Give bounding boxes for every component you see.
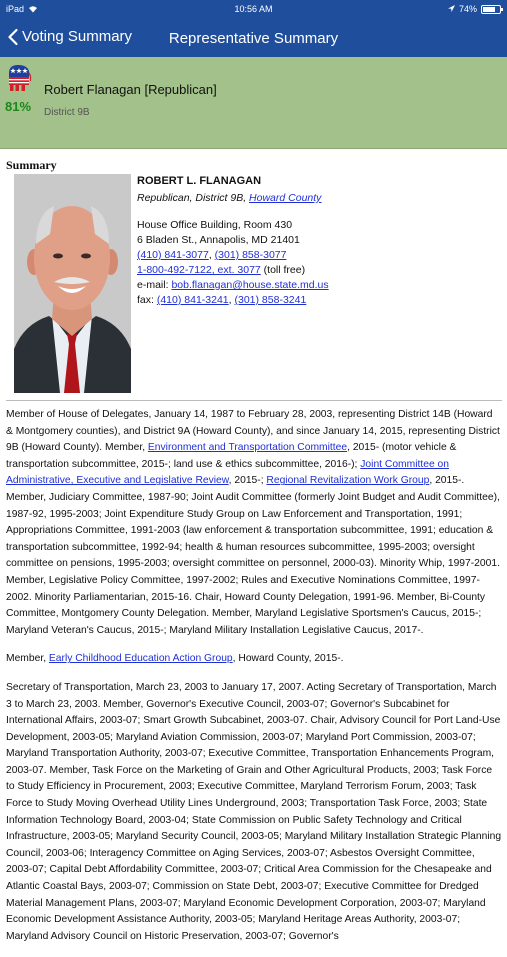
location-icon [448,5,455,13]
bio-paragraph-1 [6,407,502,639]
committee-link-joint-review[interactable]: Joint Committee on Administrative, Executive and Legislative Review [6,458,449,487]
representative-photo [14,174,131,393]
bio-text: Member of House of Delegates, January 14, 1987 to February 28, 2003, representing District 14B (Howard & Montgomery counties), and District 9A (Howard County), and since January 14, 2015, representing District 9B (Howard County). Member, [6,409,500,454]
divider [6,400,502,401]
bio-text: , 2015-. Member, Judiciary Committee, 1987-90; Joint Audit Committee (formerly Joint Budget and Audit Committee), 1987-92, 1995-2003; Joint Expenditure Study Group on Law Enforcement and Transportation, 1991; Appropriations Committee, 1991-2003 (law enforcement & transportation subcommittee, 1991; education & transportation subcommittee, 1992-94; health & human resources subcommittee, 1995-2003; oversight committee on pensions, 1995-2003; oversight committee on personnel, 2000-03). Minority Whip, 1997-2001. Member, Legislative Policy Committee, 1997-2002; Rules and Executive Nominations Committee, 1997-2002. Minority Parliamentarian, 2015-16. Chair, Howard County Delegation, 1991-96. Member, Bi-County Committee, Montgomery County Delegation. Member, Maryland Legislative Sportsmen's Caucus, 2015-; Maryland Veteran's Caucus, 2015-; Maryland Military Installation Legislative Caucus, 2017-. [6,475,500,636]
status-bar [0,0,507,20]
back-button-label: Voting Summary [22,28,133,45]
tollfree-line [137,263,497,278]
party-district-text: Republican, District 9B, [137,192,250,204]
committee-link-environment[interactable]: Environment and Transportation Committee [147,442,348,454]
device-label: iPad [6,4,25,14]
bio-text: , 2015- (motor vehicle & transportation subcommittee, 2015-; land use & ethics subcommittee, 2016-); [6,442,457,470]
republican-elephant-icon [6,63,32,93]
phone-line: (410) 841-3077, (301) 858-3077 [137,249,287,261]
back-button[interactable] [8,28,132,45]
portrait-image [14,174,131,393]
summary-content[interactable] [0,150,507,942]
full-name: ROBERT L. FLANAGAN [137,175,262,187]
summary-heading: Summary [6,158,57,172]
county-link[interactable]: Howard County [249,192,322,204]
chevron-left-icon [8,29,18,45]
representative-header[interactable] [0,57,507,149]
bio-text: , 2015-; [228,475,267,487]
tollfree-link[interactable]: 1-800-492-7122, ext. 3077 [137,264,261,276]
fax-link-1[interactable]: (410) 841-3241 [156,294,229,306]
page-title: Representative Summary [168,30,339,47]
navigation-bar [0,20,507,57]
status-time: 10:56 AM [234,4,273,14]
battery-icon [481,5,501,14]
biography [6,407,502,957]
email-line [137,278,497,293]
tollfree-suffix: (toll free) [260,264,306,276]
bio-text: , Howard County, 2015-. [232,653,344,665]
contact-info [137,174,497,308]
bio-text: Member, [6,653,49,665]
bio-paragraph-3: Secretary of Transportation, March 23, 2003 to January 17, 2007. Acting Secretary of Transportation, March 3 to March 23, 2003. Member, Governor's Executive Council, 2003-07; Governor's Subcabinet for International Affairs, 2003-07; Smart Growth Subcabinet, 2003-07. Chair, Advisory Council for Port Land-Use Development, 2003-05; Maryland Aviation Commission, 2003-07; Maryland Port Commission, 2003-07; Maryland Transportation Authority, 2003-07; Executive Committee, Transportation Enhancements Program, 2003-07. Member, Task Force on the Marketing of Grain and Other Agricultural Products, 2003; Task Force to Study Efficiency in Procurement, 2003; Executive Committee, Maryland Terrorism Forum, 2003; Task Force to Study Moving Overhead Utility Lines Underground, 2003; Transportation Task Force, 2003; State Information Technology Board, 2003-04; State Commission on Public Safety Technology and Critical Infrastructure, 2003-05; Maryland Security Council, 2003-05; Maryland Military Installation Strategic Planning Council, 2003-06; Interagency Committee on Aging Services, 2003-07; Asbestos Oversight Committee, 2003-07; Capital Debt Affordability Committee, 2003-07; Critical Area Commission for the Chesapeake and Atlantic Coastal Bays, 2003-07; Commission on State Debt, 2003-07; Executive Committee for Dredged Material Management Plans, 2003-07; Maryland Economic Development Corporation, 2003-07; Maryland Economic Development Assistance Authority, 2003-05; Maryland Heritage Areas Authority, 2003-07; Maryland Advisory Council on Historic Preservation, 2003-07; Governor's [6,681,502,942]
address-line-1: House Office Building, Room 430 [137,219,293,231]
bio-paragraph-2 [6,651,502,668]
battery-percent: 74% [458,4,477,14]
representative-name: Robert Flanagan [Republican] [44,82,217,97]
phone-link-1[interactable]: (410) 841-3077 [137,249,209,261]
fax-line: fax: (410) 841-3241, (301) 858-3241 [137,294,307,306]
fax-link-2[interactable]: (301) 858-3241 [234,294,307,306]
representative-district: District 9B [44,107,90,118]
email-link[interactable]: bob.flanagan@house.state.md.us [171,279,329,291]
address-line-2: 6 Bladen St., Annapolis, MD 21401 [137,234,300,246]
party-district-line [137,191,497,206]
committee-link-regional[interactable]: Regional Revitalization Work Group [266,475,430,487]
fax-prefix: fax: [137,294,157,306]
email-prefix: e-mail: [137,279,172,291]
group-link-early-childhood[interactable]: Early Childhood Education Action Group [48,653,233,665]
phone-link-2[interactable]: (301) 858-3077 [214,249,287,261]
vote-score: 81% [5,99,32,114]
